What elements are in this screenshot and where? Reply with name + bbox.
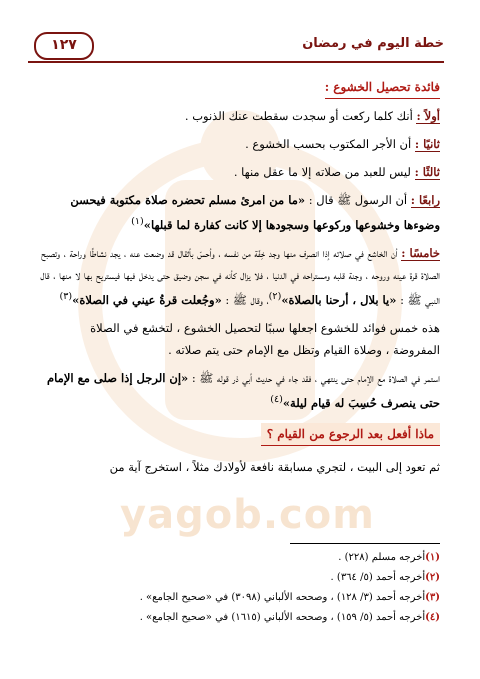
footnote-ref-4[interactable]: (٤) — [270, 393, 283, 405]
paragraph-3-text: ليس للعبد من صلاته إلا ما عقل منها . — [233, 165, 415, 179]
footnote-ref-2[interactable]: (٢) — [268, 290, 282, 302]
footnote-ref-3[interactable]: (٣) — [59, 290, 73, 302]
footnote-3 — [40, 588, 440, 608]
footnote-2-text: أخرجه أحمد (٥/ ٣٦٤) . — [330, 572, 426, 583]
paragraph-4-lead: رابعًا : — [410, 193, 440, 207]
footnote-ref-1[interactable]: (١) — [131, 216, 144, 227]
section-title: فائدة تحصيل الخشوع : — [325, 76, 440, 99]
footnote-1-text: أخرجه مسلم (٢٢٨) . — [338, 552, 426, 563]
footnote-1-number: (١) — [425, 552, 440, 563]
running-title: خطة اليوم في رمضان — [302, 36, 444, 51]
paragraph-5-text-2: ، وقال ﷺ : — [221, 292, 269, 307]
paragraph-8: ثم تعود إلى البيت ، لتجري مسابقة نافعة لأولادك مثلاً ، استخرج آية من — [109, 460, 440, 475]
hadith-quote-1: «ما من امرئ مسلم تحضره صلاة مكتوبة فيحسن وضوءها وخشوعها وركوعها وسجودها إلا كانت كفارة لما قبلها» — [70, 193, 440, 232]
paragraph-5-lead: خامسًا : — [401, 245, 440, 260]
paragraph-7 — [40, 367, 440, 414]
question-heading: ماذا أفعل بعد الرجوع من القيام ؟ — [261, 423, 440, 446]
page-number: ١٢٧ — [34, 32, 94, 60]
paragraph-3-lead: ثالثًا : — [414, 165, 440, 179]
paragraph-2-text: أن الأجر المكتوب بحسب الخشوع . — [245, 137, 415, 151]
footnote-4-number: (٤) — [425, 612, 440, 623]
page-header — [28, 30, 444, 66]
footnote-divider — [290, 543, 440, 544]
paragraph-1 — [40, 105, 440, 127]
footnotes — [40, 543, 440, 628]
main-text — [40, 76, 440, 484]
footnote-4 — [40, 608, 440, 628]
paragraph-4 — [40, 189, 440, 236]
header-divider — [28, 61, 444, 63]
paragraph-7-text: استمر في الصلاة مع الإمام حتى ينتهي ، فقد جاء في حديث أبي ذر قوله ﷺ : — [188, 370, 440, 385]
paragraph-2-lead: ثانيًا : — [414, 137, 440, 151]
footnote-4-text: أخرجه أحمد (٥/ ١٥٩) ، وصححه الألباني (١٦١٥) في «صحيح الجامع» . — [139, 612, 426, 623]
footnote-3-number: (٣) — [425, 592, 440, 603]
footnote-3-text: أخرجه أحمد (٣/ ١٢٨) ، وصححه الألباني (٣٠٩٨) في «صحيح الجامع» . — [139, 592, 426, 603]
footnote-1 — [40, 548, 440, 568]
paragraph-4-text: أن الرسول ﷺ قال : — [305, 193, 411, 207]
paragraph-5-text: أن الخاشع في صلاته إذا انصرف منها وجد خِفّة من نفسه ، وأحسّ بأثقال قد وضعت عنه ، يجد نشاطًا وراحة ، وتصبح الصلاة قرة عينه وروحه ، وجنة قلبه ومستراحه في الدنيا ، فلا يزال كأنه في سجن وضيق حتى يدخل فيها فيستريح بها لا منها ، قال النبي ﷺ : — [40, 245, 440, 307]
hadith-quote-4: «إن الرجل إذا صلى مع الإمام حتى ينصرف حُسِبَ له قيام ليلة» — [47, 370, 440, 410]
footnote-2 — [40, 568, 440, 588]
paragraph-6: هذه خمس فوائد للخشوع اجعلها سببًا لتحصيل الخشوع ، لتخشع في الصلاة المفروضة ، وصلاة القيام وتظل مع الإمام حتى يتم صلاته . — [90, 320, 440, 357]
footnote-2-number: (٢) — [425, 572, 440, 583]
paragraph-1-lead: أولاً : — [416, 109, 440, 123]
paragraph-1-text: أنك كلما ركعت أو سجدت سقطت عنك الذنوب . — [184, 109, 417, 123]
paragraph-3 — [40, 161, 440, 183]
hadith-quote-3: «وجُعلت قرةُ عيني في الصلاة» — [72, 292, 222, 307]
hadith-quote-2: «يا بلال ، أرحنا بالصلاة» — [281, 292, 397, 307]
paragraph-5 — [40, 242, 440, 311]
watermark-text: yagob.com — [120, 492, 375, 538]
paragraph-2 — [40, 133, 440, 155]
